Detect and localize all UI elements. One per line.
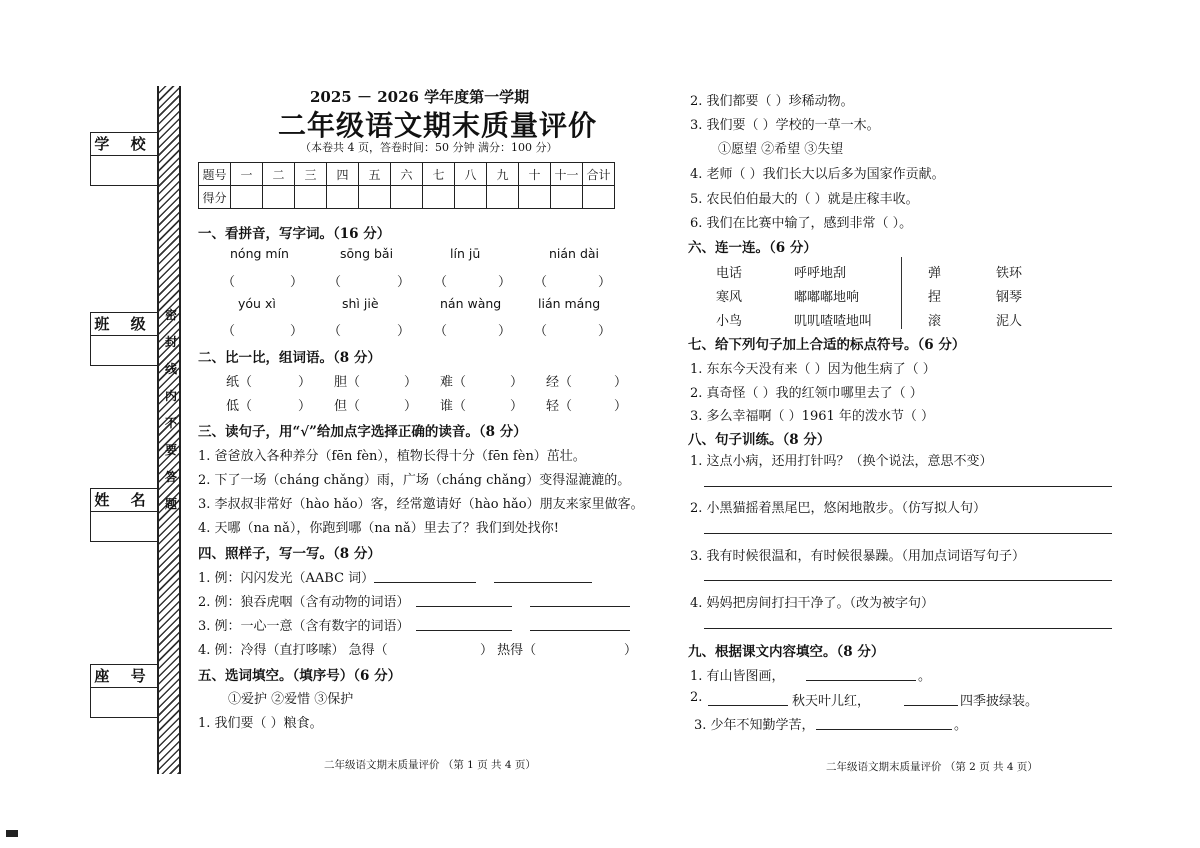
score-header-cell: 五 (359, 163, 391, 186)
compare-char: 难（ (440, 375, 467, 390)
paren-close: ） (614, 375, 628, 390)
score-header-cell: 八 (455, 163, 487, 186)
section-5-heading: 五、选词填空。（填序号）（6 分） (198, 668, 402, 684)
score-cell[interactable] (519, 186, 551, 209)
question-item: 4. 妈妈把房间打扫干净了。（改为被字句） (690, 596, 935, 611)
pinyin: sōng bǎi (340, 246, 394, 261)
match-item[interactable]: 嘟嘟嘟地响 (794, 290, 860, 305)
compare-char: 轻（ (546, 399, 573, 414)
paren-close: ） (397, 275, 411, 290)
page-footer-right: 二年级语文期末质量评价 （第 2 页 共 4 页） (826, 761, 1038, 773)
section-3-heading: 三、读句子，用“√”给加点字选择正确的读音。（8 分） (198, 424, 527, 440)
answer-line[interactable] (708, 705, 788, 706)
match-item[interactable]: 滚 (928, 314, 942, 329)
score-header-cell: 十 (519, 163, 551, 186)
paren-open: （ (222, 324, 236, 339)
pinyin: nóng mín (230, 246, 289, 261)
paren-close: ） (498, 324, 512, 339)
paren-close: ） (290, 324, 304, 339)
score-cell[interactable] (359, 186, 391, 209)
question-item: 2. 我们都要（ ）珍稀动物。 (690, 94, 854, 109)
question-item-part: ） 热得（ (480, 643, 537, 658)
answer-line[interactable] (704, 533, 1112, 534)
score-header-cell: 六 (391, 163, 423, 186)
section-8-heading: 八、句子训练。（8 分） (688, 432, 831, 448)
question-item: 1. 爸爸放入各种养分（fēn fèn），植物长得十分（fēn fèn）茁壮。 (198, 449, 586, 464)
pinyin: shì jiè (342, 296, 379, 311)
paren-open: （ (328, 275, 342, 290)
question-item: 2. (690, 690, 703, 705)
score-cell[interactable] (231, 186, 263, 209)
word-options: ①爱护 ②爱惜 ③保护 (228, 692, 354, 707)
question-item: 3. 李叔叔非常好（hào hǎo）客，经常邀请好（hào hǎo）朋友来家里做客。 (198, 497, 644, 512)
score-cell[interactable] (391, 186, 423, 209)
pinyin: nán wàng (440, 296, 502, 311)
answer-line[interactable] (704, 580, 1112, 581)
match-item[interactable]: 电话 (716, 266, 743, 281)
compare-char: 低（ (226, 399, 253, 414)
match-item[interactable]: 泥人 (996, 314, 1023, 329)
compare-char: 胆（ (334, 375, 361, 390)
match-item[interactable]: 呼呼地刮 (794, 266, 847, 281)
answer-line[interactable] (374, 582, 476, 583)
answer-line[interactable] (704, 486, 1112, 487)
section-4-heading: 四、照样子，写一写。（8 分） (198, 546, 381, 562)
section-6-heading: 六、连一连。（6 分） (688, 240, 817, 256)
page-footer-left: 二年级语文期末质量评价 （第 1 页 共 4 页） (324, 759, 536, 771)
question-item: 2. 下了一场（cháng chǎng）雨，广场（cháng chǎng）变得湿漉漉的。 (198, 473, 631, 488)
answer-line[interactable] (494, 582, 592, 583)
score-row-label: 得分 (199, 186, 231, 209)
question-item-part: 秋天叶儿红， (792, 694, 871, 709)
score-header-cell: 十一 (551, 163, 583, 186)
paren-close: ） (397, 324, 411, 339)
seat-box[interactable]: 座 号 (90, 664, 158, 718)
question-item: 1. 我们要（ ）粮食。 (198, 716, 323, 731)
paren-close: ） (598, 275, 612, 290)
question-item: 1. 例：闪闪发光（AABC 词） (198, 571, 375, 586)
word-options: ①愿望 ②希望 ③失望 (718, 142, 844, 157)
score-header-cell: 九 (487, 163, 519, 186)
answer-line[interactable] (530, 606, 630, 607)
school-box[interactable]: 学 校 (90, 132, 158, 186)
question-item: 1. 东东今天没有来（ ）因为他生病了（ ） (690, 362, 936, 377)
paren-open: （ (222, 275, 236, 290)
question-item: 2. 真奇怪（ ）我的红领巾哪里去了（ ） (690, 386, 923, 401)
match-item[interactable]: 钢琴 (996, 290, 1023, 305)
score-header-cell: 二 (263, 163, 295, 186)
paren-close: ） (624, 643, 638, 658)
class-box[interactable]: 班 级 (90, 312, 158, 366)
answer-line[interactable] (904, 705, 958, 706)
question-item: 2. 小黑猫摇着黑尾巴，悠闲地散步。（仿写拟人句） (690, 501, 987, 516)
score-header-cell: 题号 (199, 163, 231, 186)
compare-char: 经（ (546, 375, 573, 390)
scan-corner-mark (6, 830, 18, 837)
punctuation: 。 (918, 669, 932, 684)
score-cell[interactable] (263, 186, 295, 209)
score-cell[interactable] (583, 186, 615, 209)
question-item: 4. 天哪（na nǎ），你跑到哪（na nǎ）里去了？我们到处找你! (198, 521, 560, 536)
paren-close: ） (404, 375, 418, 390)
paren-close: ） (614, 399, 628, 414)
match-item[interactable]: 弹 (928, 266, 942, 281)
paren-close: ） (510, 399, 524, 414)
paren-close: ） (404, 399, 418, 414)
paren-open: （ (434, 275, 448, 290)
match-item[interactable]: 捏 (928, 290, 942, 305)
compare-char: 谁（ (440, 399, 467, 414)
name-box[interactable]: 姓 名 (90, 488, 158, 542)
match-item[interactable]: 小鸟 (716, 314, 743, 329)
answer-line[interactable] (704, 628, 1112, 629)
score-cell[interactable] (423, 186, 455, 209)
seal-line-text: 密 封 线 内 不 要 答 题 (164, 308, 177, 511)
answer-line[interactable] (816, 729, 952, 730)
paren-close: ） (290, 275, 304, 290)
question-item: 3. 少年不知勤学苦， (694, 718, 815, 733)
score-table (198, 162, 615, 209)
answer-line[interactable] (416, 630, 512, 631)
paren-open: （ (534, 275, 548, 290)
paren-open: （ (534, 324, 548, 339)
question-item: 5. 农民伯伯最大的（ ）就是庄稼丰收。 (690, 192, 919, 207)
paren-close: ） (498, 275, 512, 290)
exam-title: 二年级语文期末质量评价 (278, 109, 598, 142)
paren-close: ） (298, 375, 312, 390)
paren-close: ） (598, 324, 612, 339)
match-item[interactable]: 叽叽喳喳地叫 (794, 314, 873, 329)
match-item[interactable]: 寒风 (716, 290, 743, 305)
question-item-part: 四季披绿装。 (960, 694, 1039, 709)
section-9-heading: 九、根据课文内容填空。（8 分） (688, 644, 885, 660)
question-item: 4. 例：冷得（直打哆嗦） 急得（ (198, 643, 388, 658)
punctuation: 。 (954, 718, 968, 733)
score-cell[interactable] (455, 186, 487, 209)
question-item: 4. 老师（ ）我们长大以后多为国家作贡献。 (690, 167, 945, 182)
pinyin: lián máng (538, 296, 601, 311)
school-year: 2025 － 2026 学年度第一学期 (310, 88, 530, 106)
pinyin: lín jū (450, 246, 481, 261)
score-header-cell: 三 (295, 163, 327, 186)
paren-close: ） (298, 399, 312, 414)
match-item[interactable]: 铁环 (996, 266, 1023, 281)
question-item: 3. 我有时候很温和，有时候很暴躁。（用加点词语写句子） (690, 549, 1026, 564)
paren-open: （ (328, 324, 342, 339)
paren-open: （ (434, 324, 448, 339)
score-header-cell: 一 (231, 163, 263, 186)
compare-char: 纸（ (226, 375, 253, 390)
paren-close: ） (510, 375, 524, 390)
question-item: 3. 多么幸福啊（ ）1961 年的泼水节（ ） (690, 409, 935, 424)
question-item: 1. 有山皆图画， (690, 669, 785, 684)
score-header-cell: 七 (423, 163, 455, 186)
question-item: 3. 我们要（ ）学校的一草一木。 (690, 118, 880, 133)
score-cell[interactable] (487, 186, 519, 209)
exam-info: （本卷共 4 页，答卷时间：50 分钟 满分：100 分） (300, 141, 558, 154)
section-7-heading: 七、给下列句子加上合适的标点符号。（6 分） (688, 337, 966, 353)
score-header-cell: 合计 (583, 163, 615, 186)
section-2-heading: 二、比一比，组词语。（8 分） (198, 350, 381, 366)
question-item: 3. 例：一心一意（含有数字的词语） (198, 619, 410, 634)
match-divider (901, 257, 902, 329)
score-cell[interactable] (551, 186, 583, 209)
question-item: 2. 例：狼吞虎咽（含有动物的词语） (198, 595, 410, 610)
answer-line[interactable] (806, 680, 916, 681)
question-item: 6. 我们在比赛中输了，感到非常（ ）。 (690, 216, 913, 231)
pinyin: yóu xì (238, 296, 276, 311)
answer-line[interactable] (530, 630, 630, 631)
answer-line[interactable] (416, 606, 512, 607)
question-item: 1. 这点小病，还用打针吗？（换个说法，意思不变） (690, 454, 993, 469)
score-cell[interactable] (295, 186, 327, 209)
score-header-cell: 四 (327, 163, 359, 186)
section-1-heading: 一、看拼音，写字词。（16 分） (198, 226, 391, 242)
pinyin: nián dài (549, 246, 600, 261)
compare-char: 但（ (334, 399, 361, 414)
score-cell[interactable] (327, 186, 359, 209)
